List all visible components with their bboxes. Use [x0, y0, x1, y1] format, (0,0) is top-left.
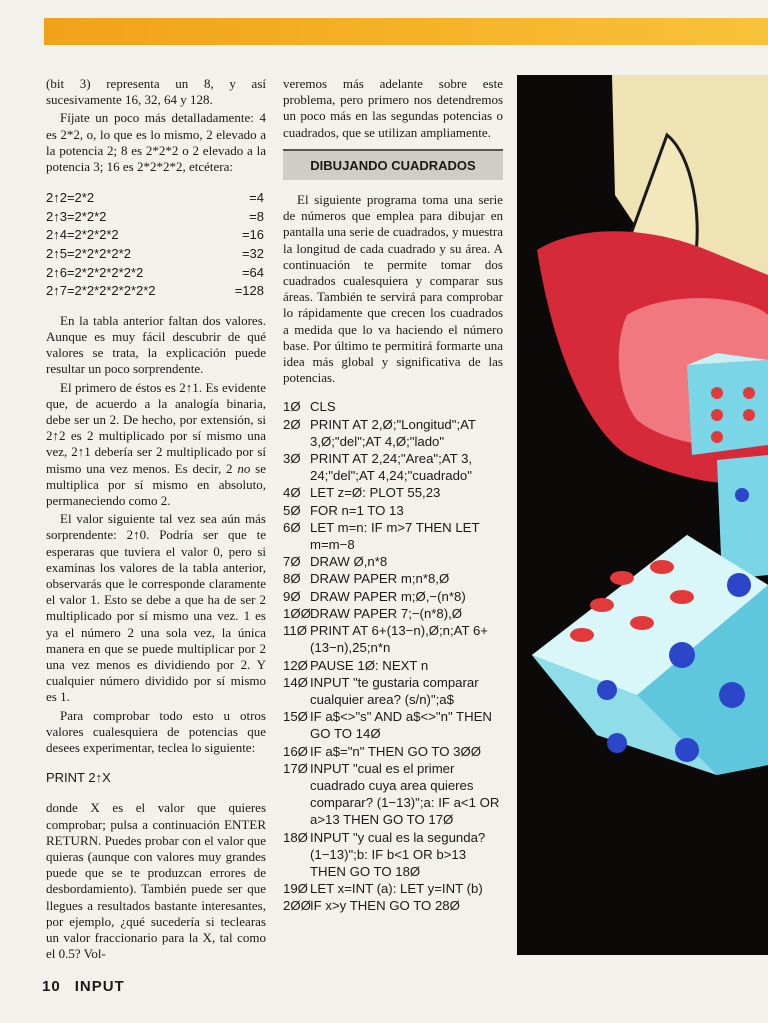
line-code: PRINT AT 2,Ø;"Longitud";AT 3,Ø;"del";AT 4,Ø;"lado" — [310, 416, 480, 449]
line-number: 1ØØ — [283, 605, 311, 621]
basic-program-listing — [283, 398, 503, 914]
power-expression: 2↑3=2*2*2 — [46, 208, 107, 224]
code-line — [283, 743, 503, 760]
line-number: 7Ø — [283, 554, 301, 570]
power-expression: 2↑2=2*2 — [46, 190, 95, 206]
line-number: 14Ø — [283, 674, 308, 690]
powers-row — [46, 208, 266, 227]
powers-row — [46, 245, 266, 264]
line-code: INPUT "y cual es la segunda? (1−13)";b: IF b<1 OR b>13 THEN GO TO 18Ø — [310, 829, 489, 879]
powers-row — [46, 282, 266, 301]
line-number: 2Ø — [283, 416, 301, 432]
line-number: 11Ø — [283, 623, 307, 639]
line-number: 5Ø — [283, 502, 301, 518]
page-number: 10 — [42, 978, 61, 995]
code-line — [283, 760, 503, 829]
line-number: 12Ø — [283, 657, 308, 673]
power-value: =128 — [234, 283, 264, 299]
power-value: =32 — [241, 246, 264, 261]
paragraph: Para comprobar todo esto u otros valores cualesquiera de potencias que desees experimentar, teclea lo siguiente: — [46, 707, 266, 756]
paragraph: El valor siguiente tal vez sea aún más sorprendente: 2↑0. Podría ser que te esperaras que tuviera el valor 0, pero si examinas los valores de la tabla anterior, observarás que le corresponde claramente el valor 1. Esto se debe a que ha de ser 2 multiplicado por sí mismo una vez. 1 es ya el número 2 una sola vez, la única manera en que se puede multiplicar por 2 una vez menos es dividiendo por 2. Y cualquier número dividido por sí mismo es 1. — [46, 511, 266, 705]
code-line — [283, 622, 503, 656]
paragraph: (bit 3) representa un 8, y así sucesivamente 16, 32, 64 y 128. — [46, 76, 266, 108]
powers-row — [46, 264, 266, 283]
code-line — [283, 502, 503, 519]
code-line — [283, 829, 503, 881]
line-code: IF a$="n" THEN GO TO 3ØØ — [310, 743, 481, 759]
powers-table — [46, 189, 266, 301]
code-line — [283, 553, 503, 570]
line-code: DRAW PAPER m;n*8,Ø — [310, 571, 450, 587]
line-code: PRINT AT 6+(13−n),Ø;n;AT 6+(13−n),25;n*n — [310, 623, 488, 656]
power-value: =64 — [241, 264, 264, 280]
line-code: DRAW PAPER 7;−(n*8),Ø — [310, 605, 463, 621]
code-line — [283, 708, 503, 742]
code-line — [283, 880, 503, 897]
line-number: 18Ø — [283, 829, 308, 845]
text-column-left — [46, 76, 266, 965]
code-line — [283, 588, 503, 605]
page-footer — [42, 978, 125, 995]
command-example: PRINT 2↑X — [46, 770, 111, 786]
power-expression: 2↑6=2*2*2*2*2*2 — [46, 264, 144, 280]
magazine-name: INPUT — [74, 978, 125, 995]
line-code: PAUSE 1Ø: NEXT n — [310, 657, 429, 673]
section-heading: DIBUJANDO CUADRADOS — [283, 149, 503, 180]
line-code: FOR n=1 TO 13 — [310, 502, 404, 518]
line-number: 16Ø — [283, 743, 308, 759]
power-value: =4 — [249, 190, 264, 206]
line-number: 17Ø — [283, 760, 308, 776]
line-number: 6Ø — [283, 519, 301, 535]
line-code: INPUT "cual es el primer cuadrado cuya area quieres comparar? (1−13)";a: IF a<1 OR a>13 THEN GO TO 17Ø — [310, 760, 504, 828]
code-line — [283, 416, 503, 450]
line-code: LET x=INT (a): LET y=INT (b) — [310, 881, 483, 897]
line-code: INPUT "te gustaria comparar cualquier area? (s/n)";a$ — [310, 674, 483, 707]
paragraph — [46, 380, 266, 510]
dice-hand-icon — [517, 75, 768, 955]
power-value: =16 — [241, 227, 264, 243]
line-code: IF x>y THEN GO TO 28Ø — [310, 898, 460, 914]
line-number: 8Ø — [283, 571, 301, 587]
power-expression: 2↑5=2*2*2*2*2 — [46, 246, 131, 261]
line-code: LET m=n: IF m>7 THEN LET m=m−8 — [310, 519, 483, 553]
powers-row — [46, 189, 266, 208]
paragraph: El siguiente programa toma una serie de números que emplea para dibujar en pantalla una serie de cuadrados, y muestra la longitud de cada cuadrado y su área. A continuación te permite tomar dos cuadrados cualesquiera y comparar sus áreas. También te servirá para comprobar lo rápidamente que crecen los cuadrados a medida que lo va haciendo el número base. Por último te permitirá formarte una idea más global y significativa de las potencias. — [283, 192, 503, 386]
code-line — [283, 484, 503, 501]
dice-hand-illustration — [517, 75, 768, 955]
line-number: 9Ø — [283, 588, 301, 604]
paragraph: Fíjate un poco más detalladamente: 4 es 2*2, o, lo que es lo mismo, 2 elevado a la potencia 2; 8 es 2*2*2 o 2 elevado a la potencia 3; 16 es 2*2*2*2, etcétera: — [46, 110, 266, 175]
line-code: LET z=Ø: PLOT 55,23 — [310, 485, 441, 501]
line-number: 2ØØ — [283, 898, 311, 914]
line-code: CLS — [310, 399, 336, 415]
paragraph: En la tabla anterior faltan dos valores. Aunque es muy fácil descubrir de qué valores se trata, la explicación puede resultar un poco sorprendente. — [46, 312, 266, 377]
paragraph: donde X es el valor que quieres comprobar; pulsa a continuación ENTER RETURN. Puedes probar con el valor que quieras (aunque con valores muy grandes puede que se te produzcan errores de desbordamiento). También puede ser que llegues a resultados bastante interesantes, por ejemplo, ¿qué sucedería si teclearas un valor fraccionario para la X, tal como el 0.5? Vol- — [46, 800, 266, 962]
text-column-middle — [283, 76, 503, 915]
powers-row — [46, 226, 266, 245]
line-number: 1Ø — [283, 399, 301, 415]
power-value: =8 — [249, 208, 264, 224]
line-number: 4Ø — [283, 485, 301, 501]
line-number: 19Ø — [283, 881, 308, 897]
paragraph-text: El primero de éstos es 2↑1. Es evidente que, de acuerdo a la analogía binaria, debe ser un 2. De hecho, por extensión, si 2↑2 es 2 multiplicado por sí mismo una vez, 2↑1 debería ser 2 multiplicado por sí mismo una vez menos. Es decir, 2 — [46, 379, 266, 476]
code-line — [283, 674, 503, 708]
line-code: DRAW PAPER m;Ø,−(n*8) — [310, 588, 466, 604]
power-expression: 2↑7=2*2*2*2*2*2*2 — [46, 283, 156, 299]
emphasis-text: no — [237, 460, 251, 476]
paragraph-text: se multiplica por sí mismo en absoluto, permaneciendo como 2. — [46, 460, 266, 509]
line-number: 15Ø — [283, 709, 308, 725]
code-line — [283, 398, 503, 415]
power-expression: 2↑4=2*2*2*2 — [46, 227, 119, 243]
code-line — [283, 657, 503, 674]
line-code: DRAW Ø,n*8 — [310, 554, 388, 570]
code-line — [283, 897, 503, 914]
paragraph: veremos más adelante sobre este problema, pero primero nos detendremos un poco más en las segundas potencias o cuadrados, que se utilizan ampliamente. — [283, 76, 503, 140]
line-number: 3Ø — [283, 451, 301, 467]
top-accent-bar — [44, 18, 768, 45]
code-line — [283, 570, 503, 587]
code-line — [283, 519, 503, 553]
code-line — [283, 450, 503, 484]
line-code: IF a$<>"s" AND a$<>"n" THEN GO TO 14Ø — [310, 709, 496, 742]
line-code: PRINT AT 2,24;"Area";AT 3, 24;"del";AT 4,24;"cuadrado" — [310, 451, 476, 484]
code-line — [283, 605, 503, 622]
